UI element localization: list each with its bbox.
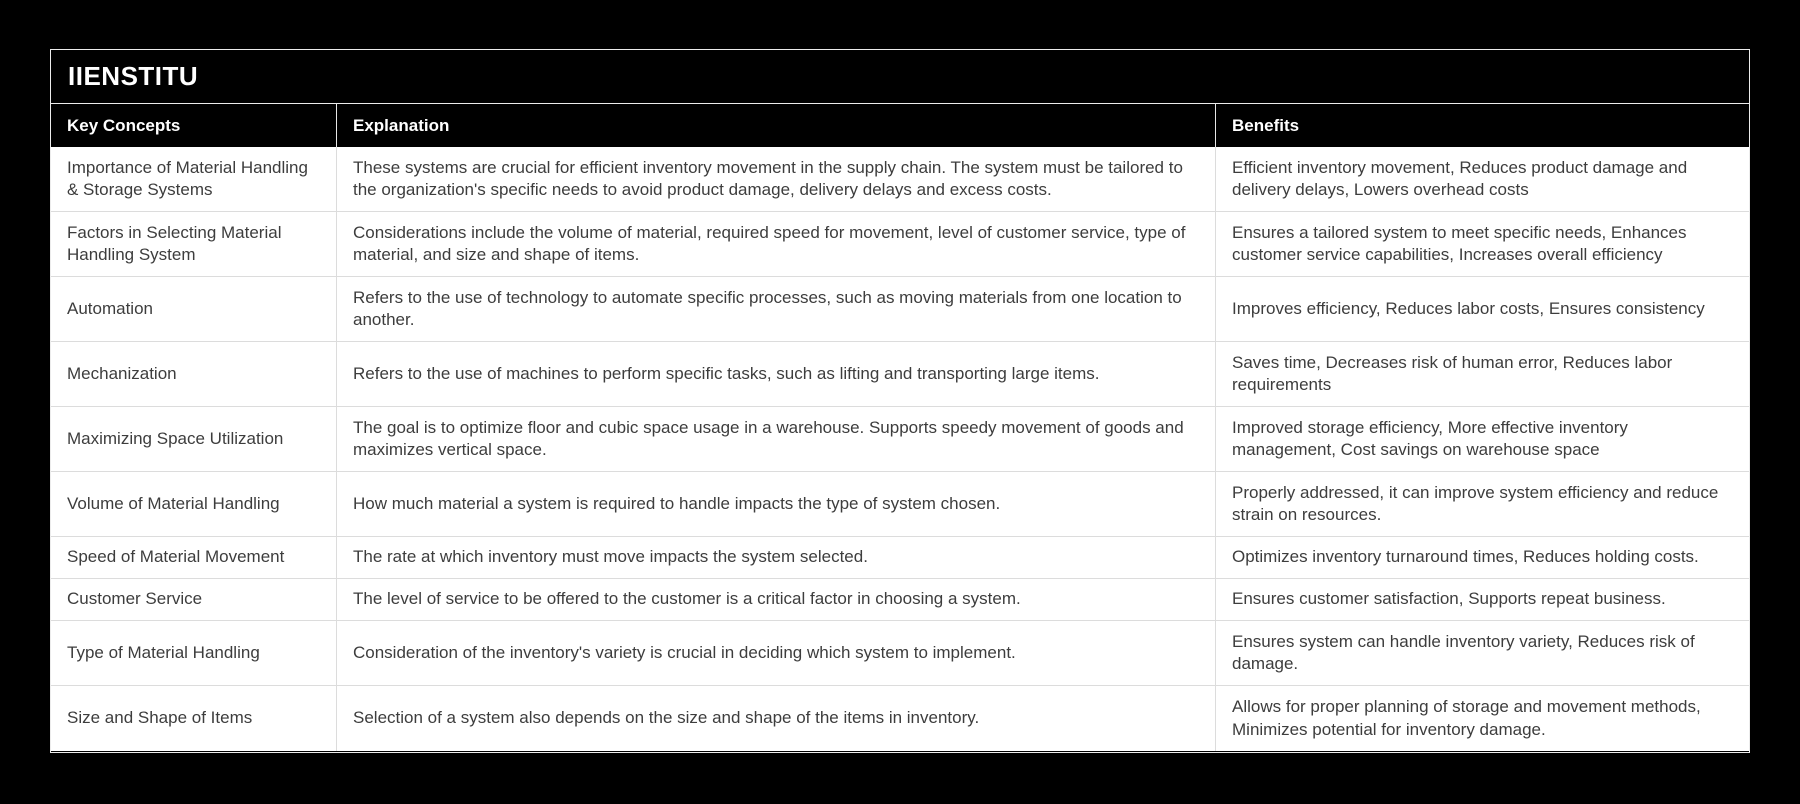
table-row	[51, 277, 1749, 342]
cell-key-concept: Size and Shape of Items	[51, 686, 337, 751]
table-row	[51, 621, 1749, 686]
cell-benefits: Improved storage efficiency, More effective inventory management, Cost savings on warehouse space	[1232, 417, 1628, 459]
cell-key-concept: Maximizing Space Utilization	[51, 407, 337, 471]
brand-title: IIENSTITU	[68, 61, 199, 91]
content-card	[50, 49, 1750, 753]
table-row	[51, 686, 1749, 751]
cell-explanation: These systems are crucial for efficient inventory movement in the supply chain. The system must be tailored to the organization's specific needs to avoid product damage, delivery delays and excess costs.	[337, 147, 1216, 211]
title-bar	[51, 50, 1749, 104]
cell-key-concept: Factors in Selecting Material Handling System	[51, 212, 337, 276]
table-row	[51, 407, 1749, 472]
cell-benefits: Allows for proper planning of storage and movement methods, Minimizes potential for inventory damage.	[1232, 697, 1701, 739]
cell-benefits: Optimizes inventory turnaround times, Reduces holding costs.	[1232, 547, 1699, 567]
cell-explanation: How much material a system is required to handle impacts the type of system chosen.	[337, 472, 1216, 536]
cell-explanation: Selection of a system also depends on the size and shape of the items in inventory.	[337, 686, 1216, 751]
table-row	[51, 147, 1749, 212]
cell-key-concept: Volume of Material Handling	[51, 472, 337, 536]
cell-explanation: The goal is to optimize floor and cubic space usage in a warehouse. Supports speedy movement of goods and maximizes vertical space.	[337, 407, 1216, 471]
column-header-benefits: Benefits	[1232, 115, 1300, 135]
cell-key-concept: Automation	[51, 277, 337, 341]
cell-explanation: Consideration of the inventory's variety is crucial in deciding which system to implement.	[337, 621, 1216, 685]
cell-benefits: Ensures customer satisfaction, Supports repeat business.	[1232, 589, 1666, 609]
cell-explanation: Refers to the use of technology to automate specific processes, such as moving materials from one location to another.	[337, 277, 1216, 341]
cell-explanation: Considerations include the volume of material, required speed for movement, level of customer service, type of material, and size and shape of items.	[337, 212, 1216, 276]
cell-benefits: Properly addressed, it can improve system efficiency and reduce strain on resources.	[1232, 482, 1719, 524]
cell-explanation: Refers to the use of machines to perform specific tasks, such as lifting and transporting large items.	[337, 342, 1216, 406]
cell-explanation: The rate at which inventory must move impacts the system selected.	[337, 537, 1216, 578]
table-row	[51, 212, 1749, 277]
table-header-row	[51, 104, 1749, 147]
cell-benefits: Ensures system can handle inventory variety, Reduces risk of damage.	[1232, 631, 1695, 673]
table-body	[51, 147, 1749, 751]
cell-explanation: The level of service to be offered to the customer is a critical factor in choosing a system.	[337, 579, 1216, 620]
column-header-key-concepts: Key Concepts	[51, 104, 337, 147]
cell-key-concept: Mechanization	[51, 342, 337, 406]
table-row	[51, 537, 1749, 579]
cell-benefits: Saves time, Decreases risk of human error, Reduces labor requirements	[1232, 352, 1673, 394]
cell-key-concept: Importance of Material Handling & Storage Systems	[51, 147, 337, 211]
cell-key-concept: Speed of Material Movement	[51, 537, 337, 578]
table-row	[51, 342, 1749, 407]
cell-key-concept: Customer Service	[51, 579, 337, 620]
cell-benefits: Ensures a tailored system to meet specific needs, Enhances customer service capabilities, Increases overall efficiency	[1232, 222, 1687, 264]
table-row	[51, 579, 1749, 621]
cell-benefits: Improves efficiency, Reduces labor costs, Ensures consistency	[1232, 298, 1705, 318]
cell-benefits: Efficient inventory movement, Reduces product damage and delivery delays, Lowers overhead costs	[1232, 157, 1688, 199]
column-header-explanation: Explanation	[337, 104, 1216, 147]
cell-key-concept: Type of Material Handling	[51, 621, 337, 685]
table-row	[51, 472, 1749, 537]
